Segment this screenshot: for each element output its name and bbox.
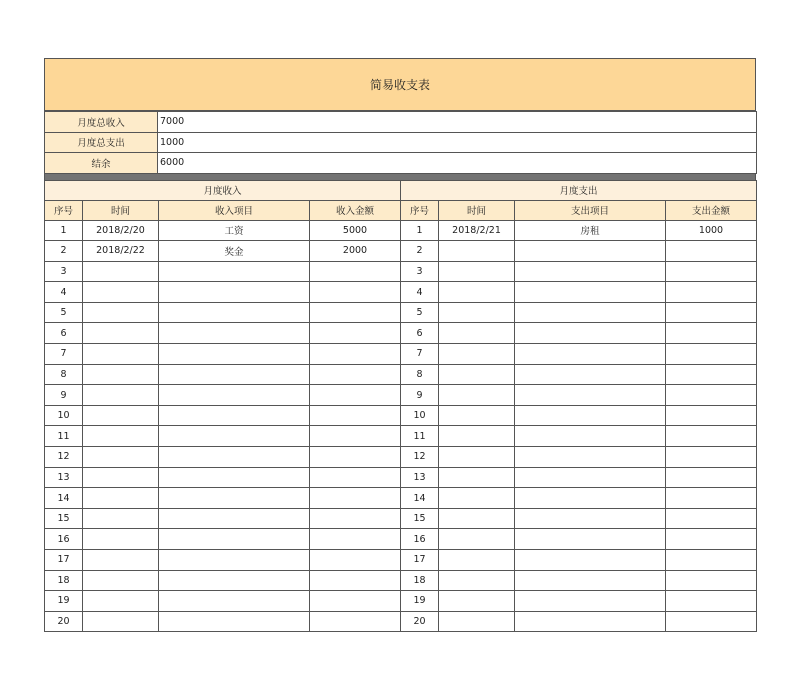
income-amount-cell[interactable] [310, 508, 401, 529]
income-item-cell[interactable] [159, 447, 310, 468]
expense-item-cell[interactable] [515, 261, 666, 282]
income-no-cell[interactable]: 17 [45, 550, 83, 571]
income-item-cell[interactable] [159, 467, 310, 488]
income-date-cell[interactable] [83, 426, 159, 447]
income-no-cell[interactable]: 2 [45, 241, 83, 262]
summary-label-expense[interactable]: 月度总支出 [45, 132, 158, 153]
expense-item-cell[interactable] [515, 385, 666, 406]
expense-no-cell[interactable]: 16 [401, 529, 439, 550]
expense-item-cell[interactable] [515, 364, 666, 385]
income-amount-cell[interactable] [310, 261, 401, 282]
expense-amount-cell[interactable] [666, 467, 757, 488]
table-row [45, 344, 757, 365]
table-row [45, 488, 757, 509]
expense-date-cell[interactable] [439, 344, 515, 365]
income-item-cell[interactable] [159, 550, 310, 571]
expense-date-cell[interactable] [439, 302, 515, 323]
income-item-cell[interactable] [159, 385, 310, 406]
summary-label-income[interactable]: 月度总收入 [45, 112, 158, 133]
income-item-cell[interactable] [159, 488, 310, 509]
expense-date-cell[interactable] [439, 241, 515, 262]
expense-item-cell[interactable] [515, 302, 666, 323]
income-no-cell[interactable]: 16 [45, 529, 83, 550]
expense-date-cell[interactable] [439, 282, 515, 303]
income-no-cell[interactable]: 10 [45, 405, 83, 426]
col-header-expense-amount[interactable]: 支出金额 [666, 200, 757, 220]
income-item-cell[interactable] [159, 508, 310, 529]
income-date-cell[interactable] [83, 550, 159, 571]
expense-no-cell[interactable]: 13 [401, 467, 439, 488]
income-item-cell[interactable] [159, 570, 310, 591]
expense-date-cell[interactable] [439, 467, 515, 488]
expense-date-cell[interactable]: 2018/2/21 [439, 220, 515, 241]
income-date-cell[interactable] [83, 385, 159, 406]
expense-date-cell[interactable] [439, 426, 515, 447]
expense-no-cell[interactable]: 11 [401, 426, 439, 447]
income-date-cell[interactable] [83, 611, 159, 632]
income-amount-cell[interactable] [310, 488, 401, 509]
income-no-cell[interactable]: 8 [45, 364, 83, 385]
income-no-cell[interactable]: 5 [45, 302, 83, 323]
income-item-cell[interactable] [159, 323, 310, 344]
expense-date-cell[interactable] [439, 405, 515, 426]
income-item-cell[interactable] [159, 426, 310, 447]
income-item-cell[interactable] [159, 302, 310, 323]
expense-no-cell[interactable]: 20 [401, 611, 439, 632]
expense-amount-cell[interactable] [666, 241, 757, 262]
expense-amount-cell[interactable] [666, 405, 757, 426]
income-no-cell[interactable]: 20 [45, 611, 83, 632]
expense-no-cell[interactable]: 10 [401, 405, 439, 426]
col-header-income-no[interactable]: 序号 [45, 200, 83, 220]
income-amount-cell[interactable] [310, 364, 401, 385]
expense-date-cell[interactable] [439, 529, 515, 550]
income-date-cell[interactable] [83, 282, 159, 303]
expense-item-cell[interactable] [515, 550, 666, 571]
col-header-income-amount[interactable]: 收入金额 [310, 200, 401, 220]
income-amount-cell[interactable] [310, 611, 401, 632]
income-date-cell[interactable] [83, 344, 159, 365]
col-header-expense-date[interactable]: 时间 [439, 200, 515, 220]
expense-no-cell[interactable]: 8 [401, 364, 439, 385]
income-no-cell[interactable]: 15 [45, 508, 83, 529]
expense-item-cell[interactable] [515, 508, 666, 529]
income-no-cell[interactable]: 1 [45, 220, 83, 241]
expense-amount-cell[interactable] [666, 302, 757, 323]
table-row [45, 550, 757, 571]
income-no-cell[interactable]: 19 [45, 591, 83, 612]
table-row [45, 302, 757, 323]
income-item-cell[interactable] [159, 344, 310, 365]
income-date-cell[interactable] [83, 323, 159, 344]
income-no-cell[interactable]: 18 [45, 570, 83, 591]
summary-row [45, 153, 757, 174]
income-date-cell[interactable] [83, 447, 159, 468]
income-no-cell[interactable]: 13 [45, 467, 83, 488]
income-amount-cell[interactable] [310, 405, 401, 426]
table-row [45, 364, 757, 385]
income-amount-cell[interactable] [310, 591, 401, 612]
income-no-cell[interactable]: 9 [45, 385, 83, 406]
expense-amount-cell[interactable] [666, 550, 757, 571]
expense-date-cell[interactable] [439, 447, 515, 468]
expense-amount-cell[interactable] [666, 611, 757, 632]
expense-amount-cell[interactable]: 1000 [666, 220, 757, 241]
income-amount-cell[interactable]: 5000 [310, 220, 401, 241]
sheet-title-text: 简易收支表 [369, 78, 430, 92]
income-amount-cell[interactable] [310, 302, 401, 323]
sheet-title[interactable] [44, 58, 756, 111]
expense-date-cell[interactable] [439, 385, 515, 406]
expense-date-cell[interactable] [439, 488, 515, 509]
expense-item-cell[interactable]: 房租 [515, 220, 666, 241]
income-no-cell[interactable]: 11 [45, 426, 83, 447]
expense-amount-cell[interactable] [666, 344, 757, 365]
income-item-cell[interactable] [159, 529, 310, 550]
expense-no-cell[interactable]: 18 [401, 570, 439, 591]
income-date-cell[interactable] [83, 570, 159, 591]
income-no-cell[interactable]: 14 [45, 488, 83, 509]
expense-item-cell[interactable] [515, 447, 666, 468]
income-amount-cell[interactable] [310, 344, 401, 365]
income-date-cell[interactable] [83, 405, 159, 426]
ledger-table [44, 180, 757, 633]
col-header-income-date[interactable]: 时间 [83, 200, 159, 220]
table-row [45, 529, 757, 550]
column-header-row [45, 200, 757, 220]
expense-item-cell[interactable] [515, 426, 666, 447]
expense-date-cell[interactable] [439, 508, 515, 529]
income-amount-cell[interactable] [310, 550, 401, 571]
income-amount-cell[interactable] [310, 426, 401, 447]
expense-date-cell[interactable] [439, 364, 515, 385]
expense-amount-cell[interactable] [666, 570, 757, 591]
expense-item-cell[interactable] [515, 323, 666, 344]
section-header-row [45, 180, 757, 200]
table-row [45, 508, 757, 529]
expense-amount-cell[interactable] [666, 323, 757, 344]
income-item-cell[interactable] [159, 611, 310, 632]
expense-item-cell[interactable] [515, 467, 666, 488]
expense-item-cell[interactable] [515, 282, 666, 303]
table-row [45, 220, 757, 241]
table-row [45, 570, 757, 591]
income-section-title[interactable]: 月度收入 [45, 180, 401, 200]
expense-amount-cell[interactable] [666, 426, 757, 447]
expense-date-cell[interactable] [439, 570, 515, 591]
summary-row [45, 132, 757, 153]
income-amount-cell[interactable]: 2000 [310, 241, 401, 262]
income-date-cell[interactable] [83, 508, 159, 529]
income-date-cell[interactable] [83, 302, 159, 323]
spreadsheet [44, 58, 756, 632]
expense-amount-cell[interactable] [666, 447, 757, 468]
expense-amount-cell[interactable] [666, 364, 757, 385]
table-row [45, 467, 757, 488]
income-no-cell[interactable]: 3 [45, 261, 83, 282]
expense-amount-cell[interactable] [666, 508, 757, 529]
summary-label-balance[interactable]: 结余 [45, 153, 158, 174]
income-no-cell[interactable]: 12 [45, 447, 83, 468]
income-no-cell[interactable]: 7 [45, 344, 83, 365]
expense-item-cell[interactable] [515, 611, 666, 632]
income-amount-cell[interactable] [310, 570, 401, 591]
expense-item-cell[interactable] [515, 344, 666, 365]
income-no-cell[interactable]: 6 [45, 323, 83, 344]
income-item-cell[interactable] [159, 591, 310, 612]
expense-no-cell[interactable]: 12 [401, 447, 439, 468]
expense-date-cell[interactable] [439, 323, 515, 344]
income-item-cell[interactable]: 工资 [159, 220, 310, 241]
expense-date-cell[interactable] [439, 591, 515, 612]
expense-no-cell[interactable]: 7 [401, 344, 439, 365]
expense-no-cell[interactable]: 19 [401, 591, 439, 612]
table-row [45, 405, 757, 426]
expense-amount-cell[interactable] [666, 529, 757, 550]
table-row [45, 261, 757, 282]
expense-date-cell[interactable] [439, 611, 515, 632]
summary-table [44, 111, 757, 174]
income-date-cell[interactable] [83, 591, 159, 612]
expense-no-cell[interactable]: 14 [401, 488, 439, 509]
expense-amount-cell[interactable] [666, 591, 757, 612]
income-item-cell[interactable] [159, 405, 310, 426]
table-row [45, 323, 757, 344]
table-row [45, 385, 757, 406]
expense-no-cell[interactable]: 2 [401, 241, 439, 262]
income-item-cell[interactable] [159, 282, 310, 303]
expense-date-cell[interactable] [439, 261, 515, 282]
income-item-cell[interactable] [159, 364, 310, 385]
expense-amount-cell[interactable] [666, 261, 757, 282]
expense-item-cell[interactable] [515, 570, 666, 591]
table-row [45, 426, 757, 447]
expense-amount-cell[interactable] [666, 488, 757, 509]
table-row [45, 591, 757, 612]
expense-amount-cell[interactable] [666, 282, 757, 303]
expense-no-cell[interactable]: 9 [401, 385, 439, 406]
income-no-cell[interactable]: 4 [45, 282, 83, 303]
table-row [45, 611, 757, 632]
summary-value-balance[interactable]: 6000 [158, 153, 757, 174]
income-date-cell[interactable]: 2018/2/20 [83, 220, 159, 241]
expense-section-title[interactable]: 月度支出 [401, 180, 757, 200]
income-date-cell[interactable] [83, 467, 159, 488]
summary-row [45, 112, 757, 133]
summary-value-expense[interactable]: 1000 [158, 132, 757, 153]
expense-no-cell[interactable]: 3 [401, 261, 439, 282]
expense-amount-cell[interactable] [666, 385, 757, 406]
table-row [45, 241, 757, 262]
table-row [45, 447, 757, 468]
expense-item-cell[interactable] [515, 241, 666, 262]
expense-no-cell[interactable]: 6 [401, 323, 439, 344]
income-item-cell[interactable]: 奖金 [159, 241, 310, 262]
income-amount-cell[interactable] [310, 447, 401, 468]
expense-item-cell[interactable] [515, 405, 666, 426]
table-row [45, 282, 757, 303]
income-amount-cell[interactable] [310, 467, 401, 488]
col-header-expense-item[interactable]: 支出项目 [515, 200, 666, 220]
income-amount-cell[interactable] [310, 385, 401, 406]
income-amount-cell[interactable] [310, 323, 401, 344]
expense-no-cell[interactable]: 17 [401, 550, 439, 571]
expense-date-cell[interactable] [439, 550, 515, 571]
expense-no-cell[interactable]: 5 [401, 302, 439, 323]
income-item-cell[interactable] [159, 261, 310, 282]
income-date-cell[interactable]: 2018/2/22 [83, 241, 159, 262]
col-header-income-item[interactable]: 收入项目 [159, 200, 310, 220]
col-header-expense-no[interactable]: 序号 [401, 200, 439, 220]
income-date-cell[interactable] [83, 364, 159, 385]
income-amount-cell[interactable] [310, 282, 401, 303]
expense-no-cell[interactable]: 15 [401, 508, 439, 529]
summary-value-income[interactable]: 7000 [158, 112, 757, 133]
expense-no-cell[interactable]: 1 [401, 220, 439, 241]
income-amount-cell[interactable] [310, 529, 401, 550]
expense-item-cell[interactable] [515, 529, 666, 550]
expense-item-cell[interactable] [515, 591, 666, 612]
income-date-cell[interactable] [83, 529, 159, 550]
expense-no-cell[interactable]: 4 [401, 282, 439, 303]
income-date-cell[interactable] [83, 261, 159, 282]
expense-item-cell[interactable] [515, 488, 666, 509]
income-date-cell[interactable] [83, 488, 159, 509]
